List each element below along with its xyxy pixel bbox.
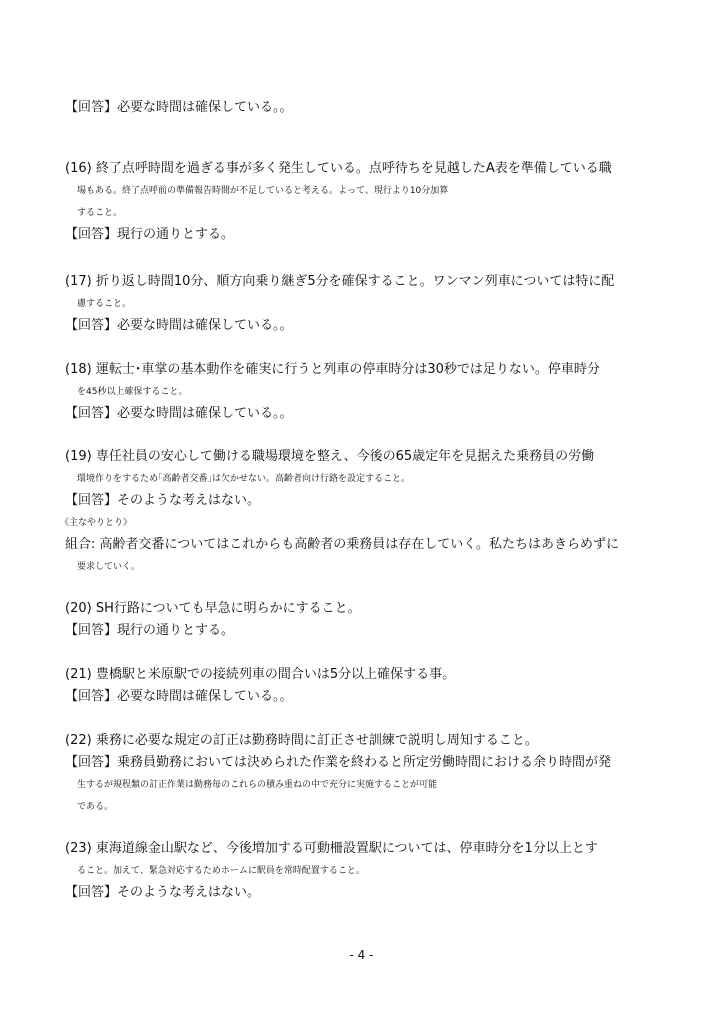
- item-20: [65, 598, 660, 642]
- answer-text: 【回答】そのような考えはない。: [65, 493, 261, 508]
- answer-text: である。: [77, 802, 114, 812]
- item-21: [65, 664, 660, 708]
- item-17: [65, 271, 660, 337]
- request-text: (18) 運転士･車掌の基本動作を確実に行うと列車の停車時分は30秒では足りない。停車時分: [65, 362, 600, 377]
- union-comment: 組合: 高齢者交番についてはこれからも高齢者の乗務員は存在していく。私たちはあきらめずに: [65, 537, 619, 552]
- answer-text: 【回答】乗務員勤務においては決められた作業を終わると所定労働時間における余り時間が発: [65, 755, 612, 770]
- answer-text: 生するが規程類の訂正作業は勤務毎のこれらの積み重ねの中で充分に実施することが可能: [77, 780, 438, 790]
- answer-text: 【回答】必要な時間は確保している。。: [65, 689, 293, 704]
- answer-text: 【回答】必要な時間は確保している。。: [65, 100, 293, 115]
- answer-text: 【回答】そのような考えはない。: [65, 885, 261, 900]
- item-16: [65, 158, 660, 246]
- answer-text: 【回答】必要な時間は確保している。。: [65, 406, 293, 421]
- answer-text: 【回答】必要な時間は確保している。。: [65, 318, 293, 333]
- request-text: 慮すること。: [77, 299, 132, 309]
- discussion-heading: 《主なやりとり》: [60, 518, 133, 528]
- request-text: (19) 専任社員の安心して働ける職場環境を整え、今後の65歳定年を見据えた乗務員の労働: [65, 449, 595, 464]
- answer-text: 【回答】現行の通りとする。: [65, 227, 235, 242]
- request-text: 場もある。終了点呼前の準備報告時間が不足していると考える。よって、現行より10分加算: [77, 186, 449, 196]
- answer-text: 【回答】現行の通りとする。: [65, 623, 235, 638]
- page-number: - 4 -: [349, 948, 374, 962]
- item-22: [65, 730, 660, 818]
- request-text: (22) 乗務に必要な規定の訂正は勤務時間に訂正させ訓練で説明し周知すること。: [65, 733, 538, 748]
- request-text: を45秒以上確保すること。: [77, 387, 188, 397]
- request-text: ること。加えて、緊急対応するためホームに駅員を常時配置すること。: [77, 866, 365, 876]
- request-text: すること。: [77, 208, 123, 218]
- answer-15: [65, 97, 660, 119]
- request-text: (17) 折り返し時間10分、順方向乗り継ぎ5分を確保すること。ワンマン列車については特に配: [65, 274, 615, 289]
- item-23: [65, 838, 660, 904]
- request-text: (23) 東海道線金山駅など、今後増加する可動柵設置駅については、停車時分を1分以上とす: [65, 841, 598, 856]
- item-18: [65, 359, 660, 425]
- request-text: (16) 終了点呼時間を過ぎる事が多く発生している。点呼待ちを見越したA表を準備している職: [65, 161, 612, 176]
- request-text: (21) 豊橋駅と米原駅での接続列車の間合いは5分以上確保する事。: [65, 667, 456, 682]
- request-text: (20) SH行路についても早急に明らかにすること。: [65, 601, 361, 616]
- request-text: 環境作りをするため｢高齢者交番｣は欠かせない。高齢者向け行路を設定すること。: [77, 474, 411, 484]
- item-19: [60, 446, 660, 578]
- union-comment: 要求していく。: [77, 562, 140, 572]
